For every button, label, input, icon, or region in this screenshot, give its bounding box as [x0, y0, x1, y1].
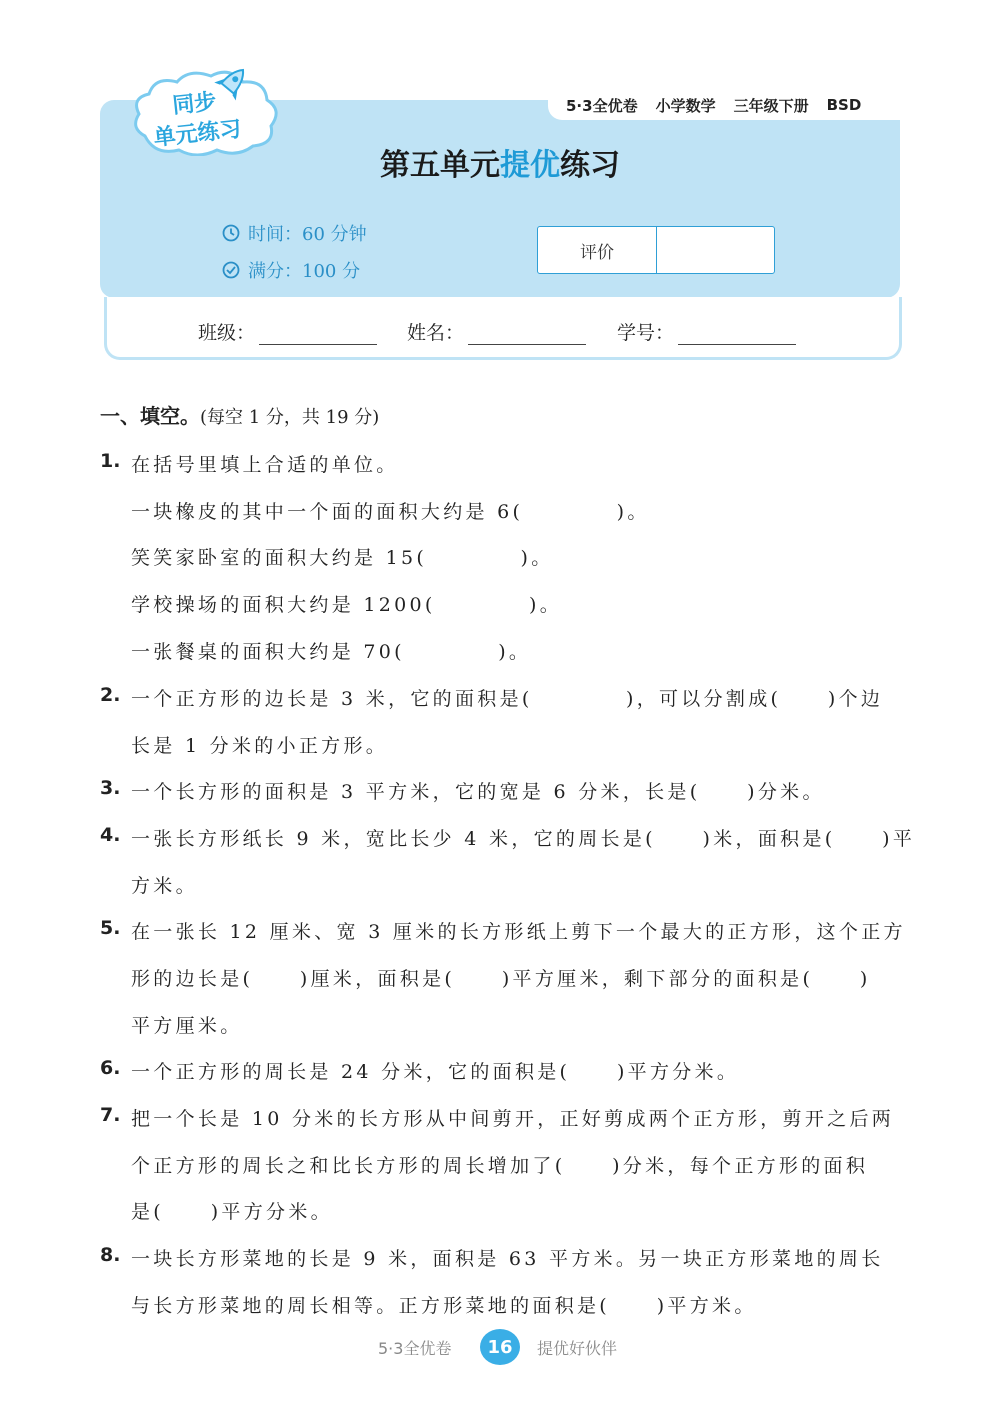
id-field — [617, 318, 796, 345]
name-label: 姓名： — [407, 322, 465, 344]
evaluation-label: 评价 — [538, 227, 657, 273]
badge-line-2: 单元练习 — [152, 117, 243, 152]
footer-brand: 5·3全优卷 — [378, 1339, 452, 1358]
question-line: 一张长方形纸长 9 米，宽比长少 4 米，它的周长是( )米，面积是( )平 — [131, 828, 916, 850]
page-number-badge: 16 — [480, 1329, 520, 1365]
title-highlight: 提优 — [500, 148, 560, 183]
section-title: 一、填空。 — [100, 404, 200, 428]
question-line: 把一个长是 10 分米的长方形从中间剪开，正好剪成两个正方形，剪开之后两 — [131, 1108, 895, 1130]
evaluation-box — [537, 226, 775, 274]
series-grade: 三年级下册 — [733, 96, 809, 115]
question-line: 平方厘米。 — [131, 1015, 243, 1037]
question-line: 一块橡皮的其中一个面的面积大约是 6( )。 — [131, 501, 650, 523]
question-number: 5. — [100, 917, 121, 939]
question-line: 长是 1 分米的小正方形。 — [131, 735, 389, 757]
question-line: 一个正方形的边长是 3 米，它的面积是( )，可以分割成( )个边 — [131, 688, 884, 710]
full-score-row — [222, 257, 360, 283]
question-line: 形的边长是( )厘米，面积是( )平方厘米，剩下部分的面积是( ) — [131, 968, 871, 990]
full-score-text: 满分：100 分 — [248, 261, 361, 282]
class-input-line[interactable] — [259, 324, 377, 345]
question-line: 一块长方形菜地的长是 9 米，面积是 63 平方米。另一块正方形菜地的周长 — [131, 1248, 884, 1270]
question-line: 一个长方形的面积是 3 平方米，它的宽是 6 分米，长是( )分米。 — [131, 781, 825, 803]
footer-slogan: 提优好伙伴 — [537, 1339, 618, 1358]
question-line: 与长方形菜地的周长相等。正方形菜地的面积是( )平方米。 — [131, 1295, 757, 1317]
question-number: 3. — [100, 777, 121, 799]
question-line: 学校操场的面积大约是 1200( )。 — [131, 594, 563, 616]
series-tab — [548, 90, 908, 120]
question-number: 7. — [100, 1104, 121, 1126]
question-line: 在一张长 12 厘米、宽 3 厘米的长方形纸上剪下一个最大的正方形，这个正方 — [131, 921, 906, 943]
section-note: (每空 1 分，共 19 分) — [200, 407, 380, 428]
badge-line-1: 同步 — [171, 89, 218, 119]
question-line: 在括号里填上合适的单位。 — [131, 454, 399, 476]
title-suffix: 练习 — [560, 148, 620, 183]
series-brand: 5·3全优卷 — [566, 96, 638, 115]
question-number: 6. — [100, 1057, 121, 1079]
time-text: 时间：60 分钟 — [248, 224, 367, 245]
question-number: 2. — [100, 684, 121, 706]
question-line: 笑笑家卧室的面积大约是 15( )。 — [131, 547, 554, 569]
question-number: 8. — [100, 1244, 121, 1266]
question-number: 4. — [100, 824, 121, 846]
clock-icon — [222, 224, 240, 242]
question-line: 个正方形的周长之和比长方形的周长增加了( )分米，每个正方形的面积 — [131, 1155, 869, 1177]
name-field — [407, 318, 586, 345]
series-edition: BSD — [826, 96, 862, 114]
question-line: 一张餐桌的面积大约是 70( )。 — [131, 641, 532, 663]
question-line: 是( )平方分米。 — [131, 1201, 333, 1223]
page-title — [100, 140, 900, 184]
check-circle-icon — [222, 261, 240, 279]
section-heading — [100, 400, 379, 429]
id-input-line[interactable] — [678, 324, 796, 345]
question-line: 方米。 — [131, 875, 198, 897]
question-number: 1. — [100, 450, 121, 472]
question-line: 一个正方形的周长是 24 分米，它的面积是( )平方分米。 — [131, 1061, 740, 1083]
series-subject: 小学数学 — [655, 96, 716, 115]
class-label: 班级： — [198, 322, 256, 344]
id-label: 学号： — [617, 322, 675, 344]
time-row — [222, 220, 367, 246]
title-prefix: 第五单元 — [380, 148, 500, 183]
name-input-line[interactable] — [468, 324, 586, 345]
evaluation-field[interactable] — [657, 227, 774, 273]
class-field — [198, 318, 377, 345]
